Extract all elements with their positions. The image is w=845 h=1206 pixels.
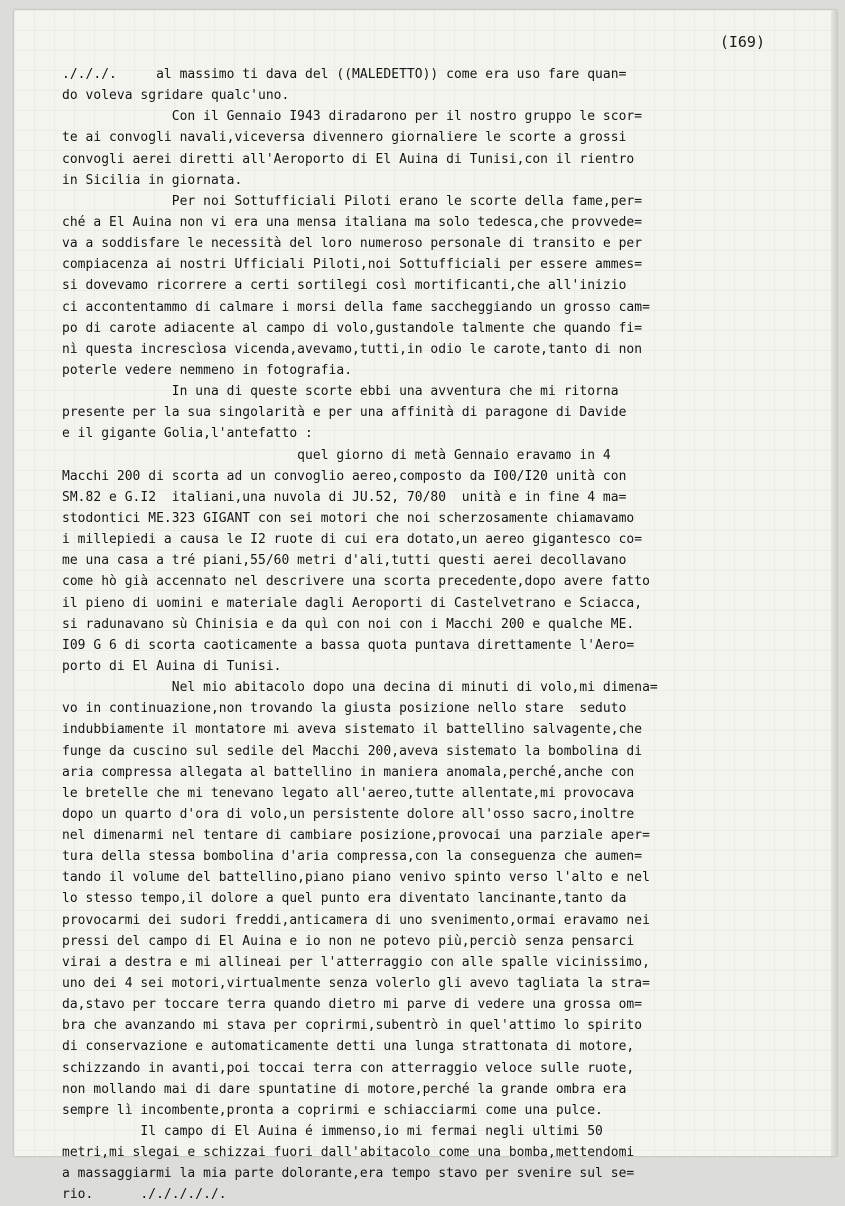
- text-line: quel giorno di metà Gennaio eravamo in 4: [62, 447, 611, 463]
- text-line: pressi del campo di El Auina e io non ne potevo più,perciò senza pensarci: [62, 933, 635, 949]
- text-line: Macchi 200 di scorta ad un convoglio aereo,composto da I00/I20 unità con: [62, 468, 627, 484]
- text-line: virai a destra e mi allineai per l'atterraggio con alle spalle vicinissimo,: [62, 954, 650, 970]
- text-line: nì questa increscìosa vicenda,avevamo,tutti,in odio le carote,tanto di non: [62, 341, 643, 357]
- typewritten-page: [14, 10, 837, 1203]
- text-line: convogli aerei diretti all'Aeroporto di El Auina di Tunisi,con il rientro: [62, 151, 635, 167]
- text-line: metri,mi slegai e schizzai fuori dall'abitacolo come una bomba,mettendomi: [62, 1145, 635, 1161]
- text-line: schizzando in avanti,poi toccai terra con atterraggio veloce sulle ruote,: [62, 1060, 635, 1076]
- text-line: i millepiedi a causa le I2 ruote di cui era dotato,un aereo gigantesco co=: [62, 532, 643, 548]
- text-line: non mollando mai di dare spuntatine di motore,perché la grande ombra era: [62, 1081, 627, 1097]
- text-line: le bretelle che mi tenevano legato all'aereo,tutte allentate,mi provocava: [62, 785, 635, 801]
- text-line: nel dimenarmi nel tentare di cambiare posizione,provocai una parziale aper=: [62, 828, 650, 844]
- text-line: In una di queste scorte ebbi una avventura che mi ritorna: [62, 384, 619, 400]
- text-line: da,stavo per toccare terra quando dietro mi parve di vedere una grossa om=: [62, 997, 643, 1013]
- text-line: tura della stessa bombolina d'aria compressa,con la conseguenza che aumen=: [62, 849, 643, 865]
- text-line: lo stesso tempo,il dolore a quel punto era diventato lancinante,tanto da: [62, 891, 627, 907]
- text-line: me una casa a tré piani,55/60 metri d'ali,tutti questi aerei decollavano: [62, 553, 627, 569]
- text-line: presente per la sua singolarità e per una affinità di paragone di Davide: [62, 405, 627, 421]
- text-line: va a soddisfare le necessità del loro numeroso personale di transito e per: [62, 236, 643, 252]
- text-line: di conservazione e automaticamente detti una lunga strattonata di motore,: [62, 1039, 635, 1055]
- text-line: e il gigante Golia,l'antefatto :: [62, 426, 313, 442]
- text-line: il pieno di uomini e materiale dagli Aeroporti di Castelvetrano e Sciacca,: [62, 595, 643, 611]
- text-line: funge da cuscino sul sedile del Macchi 200,aveva sistemato la bombolina di: [62, 743, 643, 759]
- text-line: ché a El Auina non vi era una mensa italiana ma solo tedesca,che provvede=: [62, 214, 643, 230]
- text-line: SM.82 e G.I2 italiani,una nuvola di JU.52, 70/80 unità e in fine 4 ma=: [62, 489, 627, 505]
- text-line: a massaggiarmi la mia parte dolorante,era tempo stavo per svenire sul se=: [62, 1166, 635, 1182]
- text-line: stodontici ME.323 GIGANT con sei motori che noi scherzosamente chiamavamo: [62, 510, 635, 526]
- text-line: bra che avanzando mi stava per coprirmi,subentrò in quel'attimo lo spirito: [62, 1018, 643, 1034]
- text-line: indubbiamente il montatore mi aveva sistemato il battellino salvagente,che: [62, 722, 643, 738]
- text-line: te ai convogli navali,viceversa divennero giornaliere le scorte a grossi: [62, 130, 627, 146]
- text-line: aria compressa allegata al battellino in maniera anomala,perché,anche con: [62, 764, 635, 780]
- text-line: do voleva sgridare qualc'uno.: [62, 88, 290, 104]
- text-line: uno dei 4 sei motori,virtualmente senza volerlo gli avevo tagliata la stra=: [62, 976, 650, 992]
- text-line: Il campo di El Auina é immenso,io mi fermai negli ultimi 50: [62, 1124, 603, 1140]
- text-line: sempre lì incombente,pronta a coprirmi e schiacciarmi come una pulce.: [62, 1102, 603, 1118]
- text-line: come hò già accennato nel descrivere una scorta precedente,dopo avere fatto: [62, 574, 650, 590]
- text-line: Con il Gennaio I943 diradarono per il nostro gruppo le scor=: [62, 109, 643, 125]
- text-line: po di carote adiacente al campo di volo,gustandole talmente che quando fi=: [62, 320, 643, 336]
- text-line: porto di El Auina di Tunisi.: [62, 658, 282, 674]
- text-line: tando il volume del battellino,piano piano venivo spinto verso l'alto e nel: [62, 870, 650, 886]
- text-line: ./././. al massimo ti dava del ((MALEDETTO)) come era uso fare quan=: [62, 67, 627, 82]
- text-line: rio. ./././././.: [62, 1187, 227, 1203]
- text-line: si radunavano sù Chinisia e da quì con noi con i Macchi 200 e qualche ME.: [62, 616, 635, 632]
- text-line: in Sicilia in giornata.: [62, 172, 243, 188]
- text-line: compiacenza ai nostri Ufficiali Piloti,noi Sottufficiali per essere ammes=: [62, 257, 643, 273]
- typed-text-body: [62, 64, 832, 1206]
- text-line: dopo un quarto d'ora di volo,un persistente dolore all'osso sacro,inoltre: [62, 806, 635, 822]
- text-line: si dovevamo ricorrere a certi sortilegi così mortificanti,che all'inizio: [62, 278, 627, 294]
- text-line: Nel mio abitacolo dopo una decina di minuti di volo,mi dimena=: [62, 680, 658, 696]
- text-line: poterle vedere nemmeno in fotografia.: [62, 362, 353, 378]
- text-line: Per noi Sottufficiali Piloti erano le scorte della fame,per=: [62, 193, 643, 209]
- text-line: I09 G 6 di scorta caoticamente a bassa quota puntava direttamente l'Aero=: [62, 637, 635, 653]
- text-line: vo in continuazione,non trovando la giusta posizione nello stare seduto: [62, 701, 627, 717]
- page-number: (I69): [719, 33, 765, 51]
- text-line: provocarmi dei sudori freddi,anticamera di uno svenimento,ormai eravamo nei: [62, 912, 650, 928]
- text-line: ci accontentammo di calmare i morsi della fame saccheggiando un grosso cam=: [62, 299, 650, 315]
